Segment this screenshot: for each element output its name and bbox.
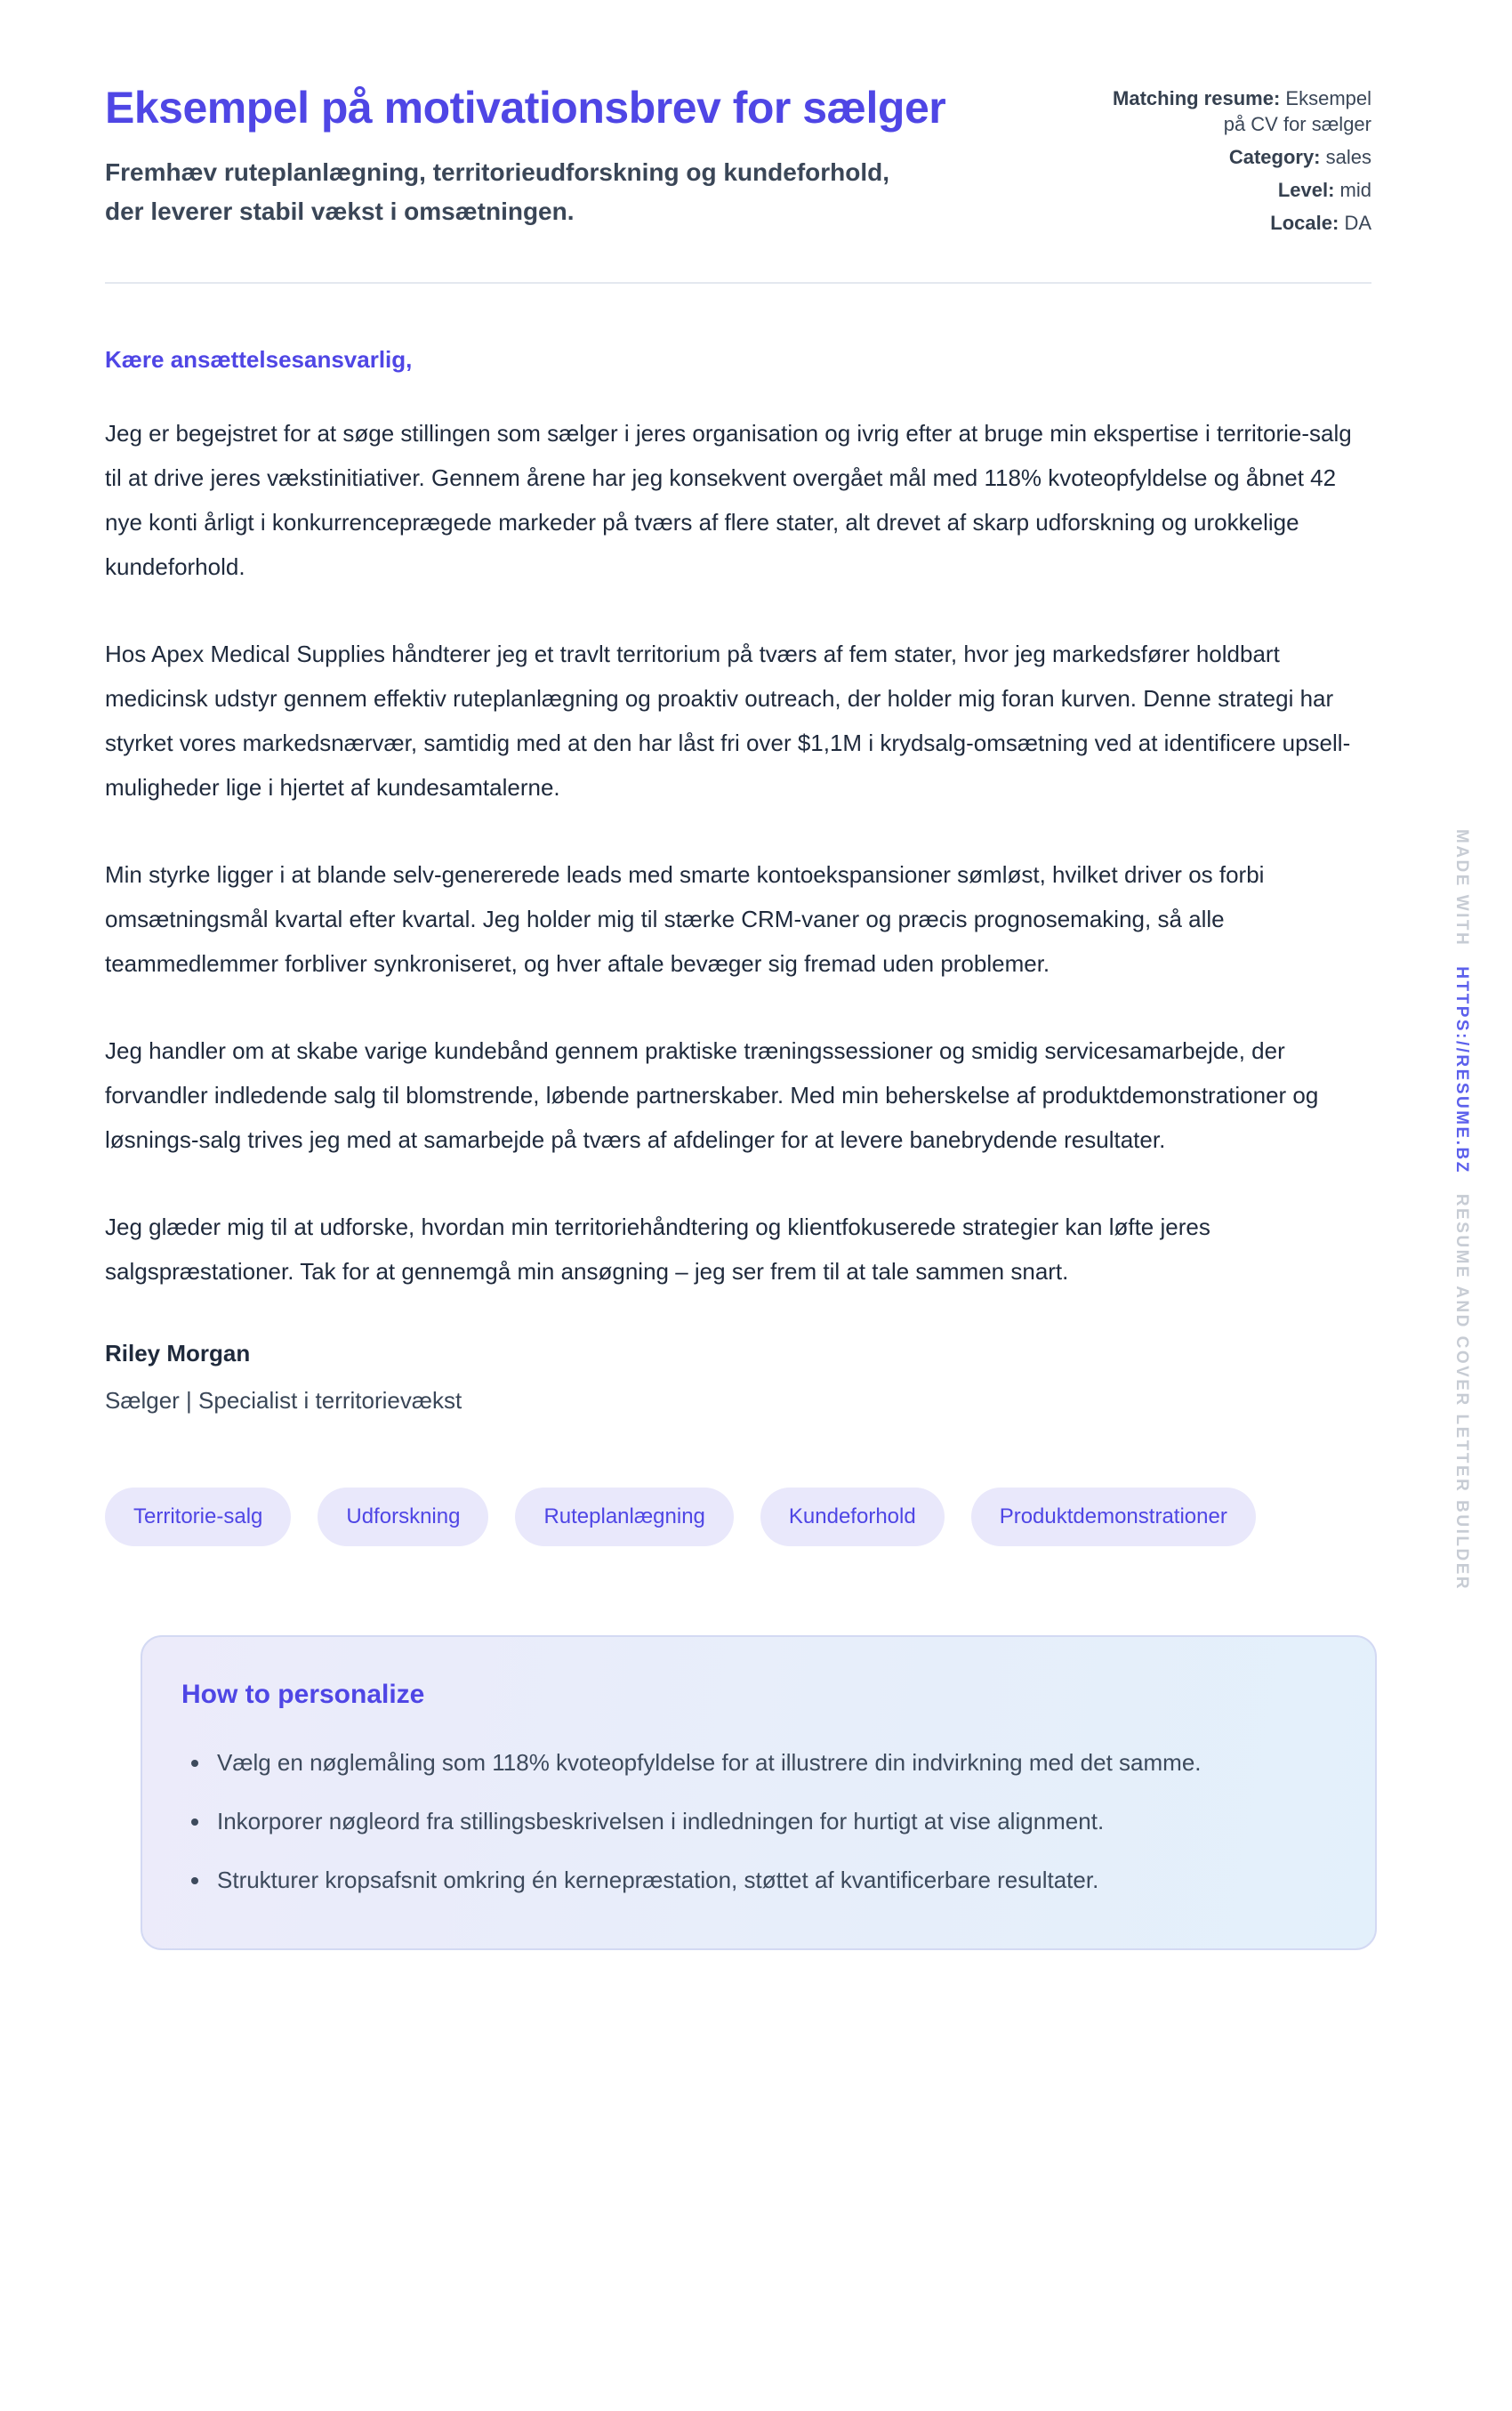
tag-kundeforhold[interactable]: Kundeforhold: [760, 1488, 945, 1546]
page-subtitle: Fremhæv ruteplanlægning, territorieudforskning og kundeforhold, der leverer stabil vækst i omsætningen.: [105, 158, 890, 225]
signature-title: Sælger | Specialist i territorievækst: [105, 1387, 462, 1414]
page-title: Eksempel på motivationsbrev for sælger: [105, 83, 946, 133]
signature-block: [105, 1340, 1371, 1415]
skill-tags: [105, 1488, 1371, 1546]
meta-category: [1105, 144, 1371, 170]
meta-matching-resume: [1105, 85, 1371, 137]
meta-matching-value: Eksempel på CV for sælger: [1223, 87, 1371, 135]
tag-ruteplanlaegning[interactable]: Ruteplanlægning: [515, 1488, 733, 1546]
meta-matching-label: Matching resume:: [1113, 87, 1281, 109]
tag-produktdemonstrationer[interactable]: Produktdemonstrationer: [971, 1488, 1256, 1546]
meta-locale-value: DA: [1344, 212, 1371, 234]
personalize-tip: • Vælg en nøglemåling som 118% kvoteopfyldelse for at illustrere din indvirkning med det samme.: [212, 1740, 1336, 1785]
letter-paragraph: Jeg er begejstret for at søge stillingen som sælger i jeres organisation og ivrig efter at bruge min ekspertise i territorie-salg til at drive jeres vækstinitiativer. Gennem årene har jeg konsekvent overgået mål med 118% kvoteopfyldelse og åbnet 42 nye konti årligt i konkurrenceprægede markeder på tværs af flere stater, alt drevet af skarp udforskning og urokkelige kundeforhold.: [105, 420, 1352, 580]
personalize-tip: • Inkorporer nøgleord fra stillingsbeskrivelsen i indledningen for hurtigt at vise alignment.: [212, 1799, 1336, 1843]
how-to-personalize-list: [181, 1740, 1336, 1902]
watermark-made-with: MADE WITH: [1452, 829, 1471, 947]
meta-level: [1105, 177, 1371, 203]
letter-greeting: Kære ansættelsesansvarlig,: [105, 346, 413, 373]
meta-locale: [1105, 210, 1371, 236]
header-divider: [105, 282, 1371, 284]
meta-panel: [1105, 77, 1371, 243]
personalize-tip: • Strukturer kropsafsnit omkring én kernepræstation, støttet af kvantificerbare resultater.: [212, 1858, 1336, 1902]
how-to-personalize-box: [141, 1635, 1377, 1950]
watermark-suffix: RESUME AND COVER LETTER BUILDER: [1452, 1193, 1471, 1592]
meta-level-label: Level:: [1277, 179, 1335, 201]
title-block: [105, 77, 945, 231]
signature-name: Riley Morgan: [105, 1340, 251, 1367]
cover-letter-body: [105, 346, 1371, 1415]
meta-level-value: mid: [1339, 179, 1371, 201]
letter-paragraph: Jeg glæder mig til at udforske, hvordan min territoriehåndtering og klientfokuserede strategier kan løfte jeres salgspræstationer. Tak for at gennemgå min ansøgning – jeg ser frem til at tale sammen snart.: [105, 1214, 1210, 1285]
meta-locale-label: Locale:: [1270, 212, 1339, 234]
letter-paragraph: Jeg handler om at skabe varige kundebånd gennem praktiske træningssessioner og smidig servicesamarbejde, der forvandler indledende salg til blomstrende, løbende partnerskaber. Med min beherskelse af produktdemonstrationer og løsnings-salg trives jeg med at samarbejde på tværs af afdelinger for at levere banebrydende resultater.: [105, 1037, 1319, 1153]
how-to-personalize-heading: How to personalize: [181, 1680, 425, 1709]
tag-udforskning[interactable]: Udforskning: [318, 1488, 488, 1546]
letter-paragraph: Min styrke ligger i at blande selv-genererede leads med smarte kontoekspansioner sømløst, hvilket driver os forbi omsætningsmål kvartal efter kvartal. Jeg holder mig til stærke CRM-vaner og præcis prognosemaking, så alle teammedlemmer forbliver synkroniseret, og hver aftale bevæger sig fremad uden problemer.: [105, 861, 1265, 977]
letter-paragraph: Hos Apex Medical Supplies håndterer jeg et travlt territorium på tværs af fem stater, hvor jeg markedsfører holdbart medicinsk udstyr gennem effektiv ruteplanlægning og proaktiv outreach, der holder mig foran kurven. Denne strategi har styrket vores markedsnærvær, samtidig med at den har låst fri over $1,1M i krydsalg-omsætning ved at identificere upsell-muligheder lige i hjertet af kundesamtalerne.: [105, 641, 1351, 801]
meta-category-value: sales: [1325, 146, 1371, 168]
meta-category-label: Category:: [1228, 146, 1321, 168]
watermark-url-link[interactable]: HTTPS://RESUME.BZ: [1452, 966, 1471, 1174]
page-header: [105, 77, 1371, 243]
side-watermark: [1452, 829, 1471, 1591]
tag-territorie-salg[interactable]: Territorie-salg: [105, 1488, 291, 1546]
